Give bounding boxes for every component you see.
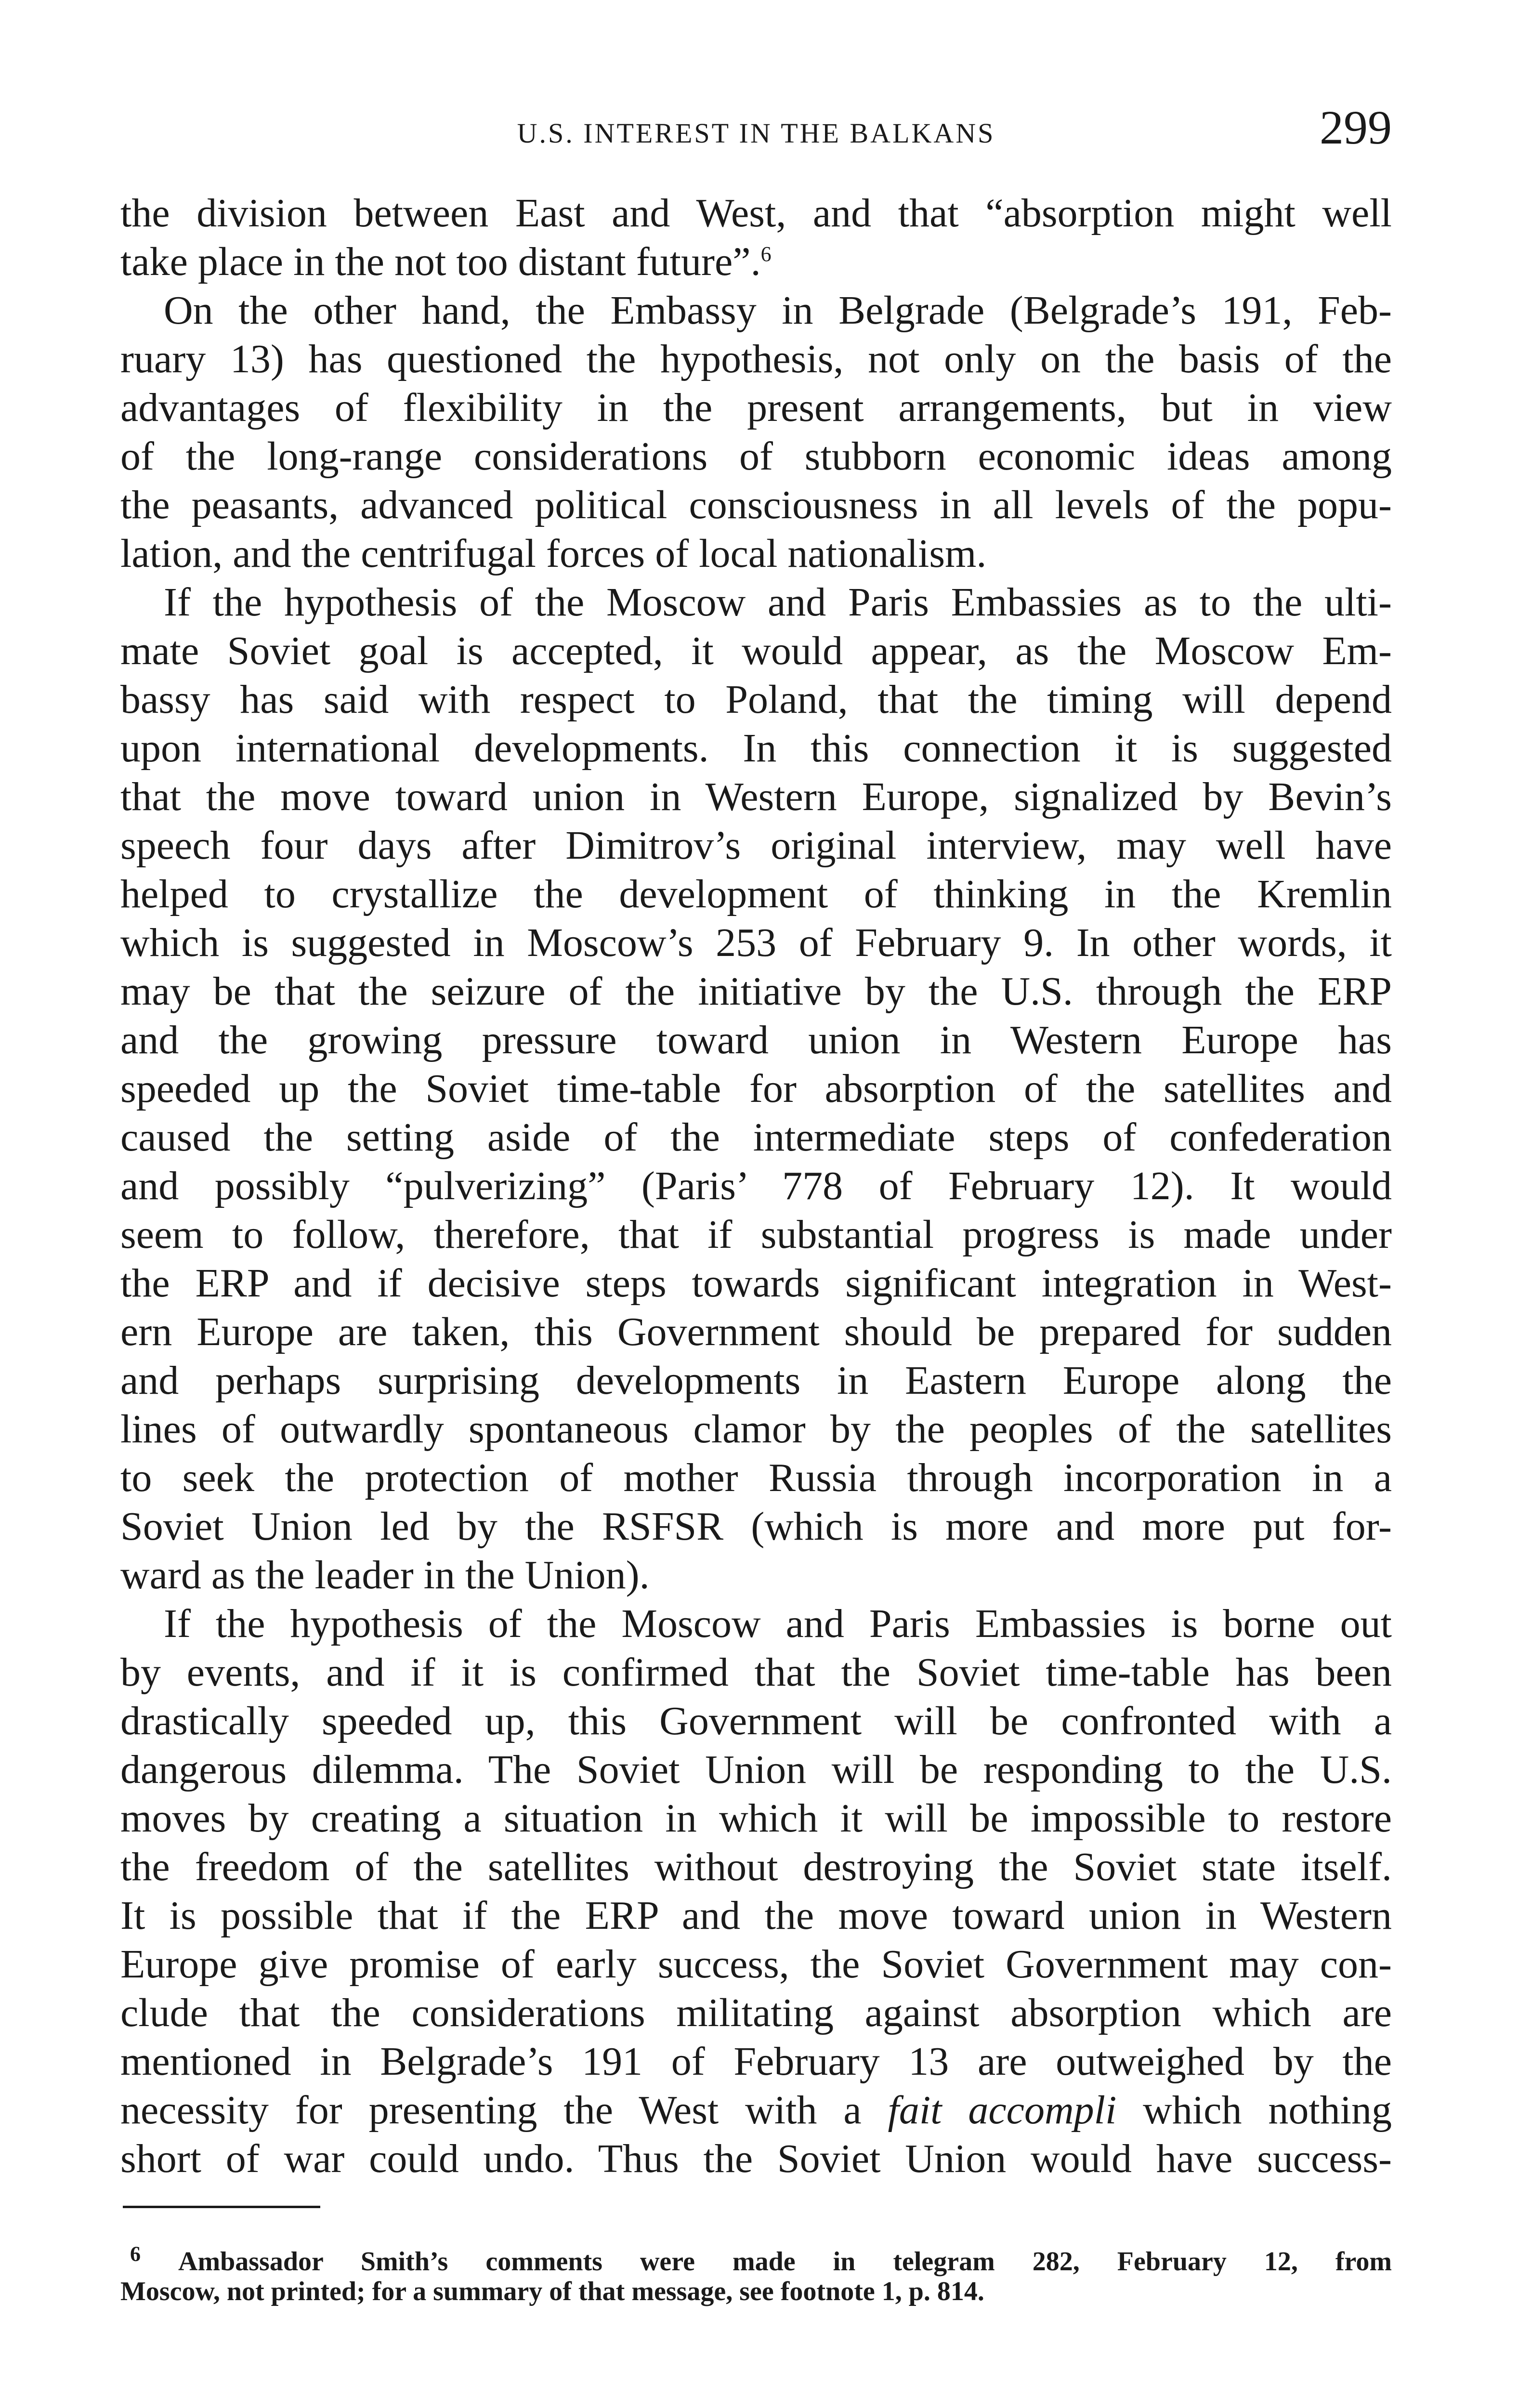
footnote-reference: 6 [760, 242, 772, 266]
body-line: On the other hand, the Embassy in Belgrade (Belgrade’s 191, Feb- [164, 288, 1392, 333]
body-line: If the hypothesis of the Moscow and Paris Embassies is borne out [164, 1601, 1392, 1646]
footnote [120, 2242, 1392, 2306]
running-title: U.S. INTEREST IN THE BALKANS [517, 118, 995, 149]
body-line: bassy has said with respect to Poland, that the timing will depend [120, 677, 1392, 722]
body-line: short of war could undo. Thus the Soviet Union would have success- [120, 2136, 1392, 2181]
body-line: advantages of flexibility in the present arrangements, but in view [120, 385, 1392, 430]
body-line: caused the setting aside of the intermediate steps of confederation [120, 1115, 1392, 1160]
body-line: the ERP and if decisive steps towards significant integration in West- [120, 1261, 1392, 1306]
italic-phrase: fait accompli [888, 2088, 1117, 2133]
body-line: mentioned in Belgrade’s 191 of February 13 are outweighed by the [120, 2039, 1392, 2084]
body-line: of the long-range considerations of stubborn economic ideas among [120, 434, 1392, 479]
body-line: by events, and if it is confirmed that the Soviet time-table has been [120, 1650, 1392, 1695]
body-line: mate Soviet goal is accepted, it would appear, as the Moscow Em- [120, 628, 1392, 673]
body-text [120, 189, 1392, 2183]
body-line: upon international developments. In this connection it is suggested [120, 726, 1392, 771]
footnote-line: Moscow, not printed; for a summary of that message, see footnote 1, p. 814. [120, 2277, 984, 2306]
footnote-marker: 6 [130, 2242, 141, 2266]
body-line: may be that the seizure of the initiative by the U.S. through the ERP [120, 969, 1392, 1014]
body-line-text: take place in the not too distant future”. [120, 239, 761, 284]
body-line: ern Europe are taken, this Government should be prepared for sudden [120, 1309, 1392, 1354]
footnote-line [120, 2242, 1392, 2277]
page-number: 299 [1320, 101, 1392, 154]
body-line: dangerous dilemma. The Soviet Union will be responding to the U.S. [120, 1747, 1392, 1792]
body-line: seem to follow, therefore, that if substantial progress is made under [120, 1212, 1392, 1257]
body-line: the division between East and West, and that “absorption might well [120, 191, 1392, 236]
body-line: It is possible that if the ERP and the move toward union in Western [120, 1893, 1392, 1938]
body-line: Europe give promise of early success, the Soviet Government may con- [120, 1942, 1392, 1987]
body-line: Soviet Union led by the RSFSR (which is more and more put for- [120, 1504, 1392, 1549]
body-line-text: necessity for presenting the West with a [120, 2088, 888, 2133]
footnote-rule [123, 2206, 320, 2208]
body-line: moves by creating a situation in which it will be impossible to restore [120, 1796, 1392, 1841]
body-line: ward as the leader in the Union). [120, 1553, 650, 1597]
footnote-text: Ambassador Smith’s comments were made in telegram 282, February 12, from [178, 2247, 1392, 2277]
body-line-text: which nothing [1116, 2088, 1392, 2133]
body-line [120, 2086, 1392, 2134]
body-line: clude that the considerations militating against absorption which are [120, 1990, 1392, 2035]
body-line: to seek the protection of mother Russia through incorporation in a [120, 1455, 1392, 1500]
body-line: and the growing pressure toward union in Western Europe has [120, 1018, 1392, 1062]
body-line: the freedom of the satellites without destroying the Soviet state itself. [120, 1845, 1392, 1889]
body-line: speech four days after Dimitrov’s original interview, may well have [120, 823, 1392, 868]
body-line: lation, and the centrifugal forces of local nationalism. [120, 531, 987, 576]
body-line: lines of outwardly spontaneous clamor by the peoples of the satellites [120, 1407, 1392, 1452]
body-line: drastically speeded up, this Government will be confronted with a [120, 1699, 1392, 1743]
running-head [120, 101, 1392, 157]
body-line: and possibly “pulverizing” (Paris’ 778 of February 12). It would [120, 1164, 1392, 1208]
body-line: If the hypothesis of the Moscow and Paris Embassies as to the ulti- [164, 580, 1392, 625]
body-line: and perhaps surprising developments in Eastern Europe along the [120, 1358, 1392, 1403]
body-line: the peasants, advanced political consciousness in all levels of the popu- [120, 483, 1392, 527]
body-line: helped to crystallize the development of thinking in the Kremlin [120, 872, 1392, 916]
body-line: ruary 13) has questioned the hypothesis, not only on the basis of the [120, 337, 1392, 381]
body-line: which is suggested in Moscow’s 253 of February 9. In other words, it [120, 920, 1392, 965]
body-line [120, 237, 1392, 286]
body-line: speeded up the Soviet time-table for absorption of the satellites and [120, 1066, 1392, 1111]
body-line: that the move toward union in Western Europe, signalized by Bevin’s [120, 774, 1392, 819]
